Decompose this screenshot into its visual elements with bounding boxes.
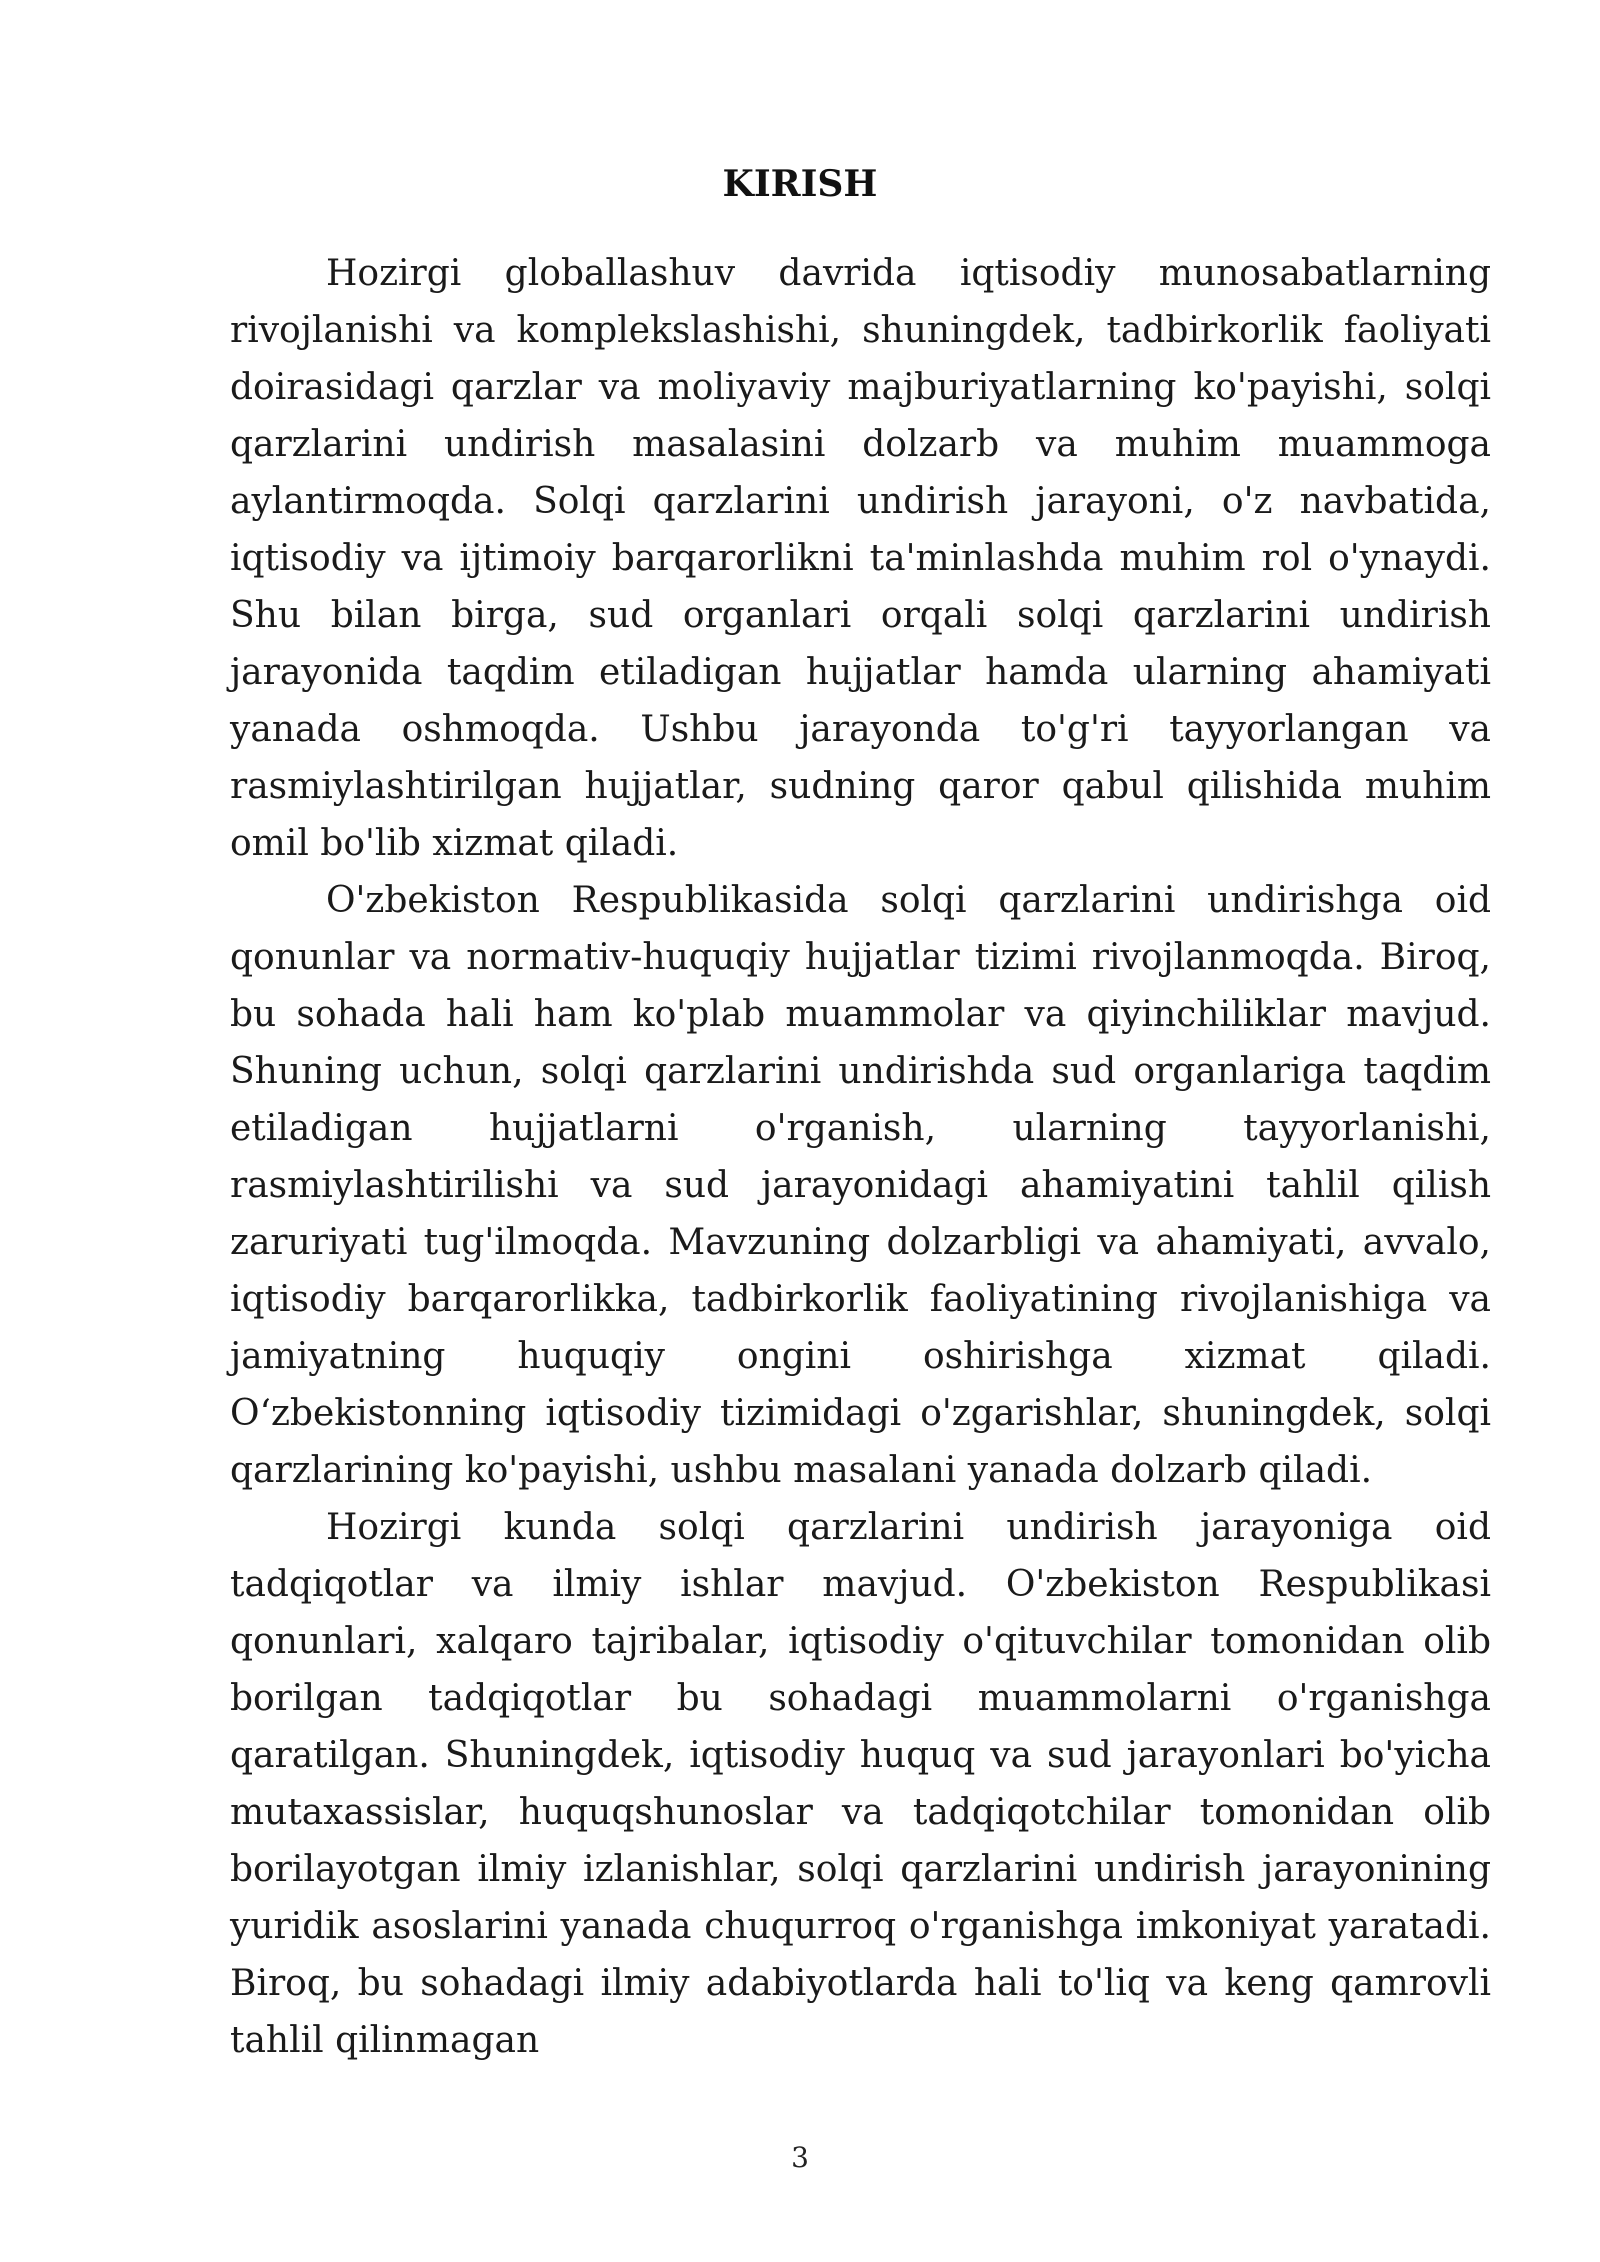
- page-number: 3: [791, 2141, 809, 2174]
- body-text: [230, 245, 1491, 2069]
- paragraph-1: Hozirgi globallashuv davrida iqtisodiy munosabatlarning rivojlanishi va komplekslashishi, shuningdek, tadbirkorlik faoliyati doirasidagi qarzlar va moliyaviy majburiyatlarning ko'payishi, solqi qarzlarini undirish masalasini dolzarb va muhim muammoga aylantirmoqda. Solqi qarzlarini undirish jarayoni, o'z navbatida, iqtisodiy va ijtimoiy barqarorlikni ta'minlashda muhim rol o'ynaydi. Shu bilan birga, sud organlari orqali solqi qarzlarini undirish jarayonida taqdim etiladigan hujjatlar hamda ularning ahamiyati yanada oshmoqda. Ushbu jarayonda to'g'ri tayyorlangan va rasmiylashtirilgan hujjatlar, sudning qaror qabul qilishida muhim omil bo'lib xizmat qiladi.: [230, 253, 1491, 864]
- section-heading: KIRISH: [722, 163, 878, 205]
- paragraph-2: O'zbekiston Respublikasida solqi qarzlarini undirishga oid qonunlar va normativ-huquqiy hujjatlar tizimi rivojlanmoqda. Biroq, bu sohada hali ham ko'plab muammolar va qiyinchiliklar mavjud. Shuning uchun, solqi qarzlarini undirishda sud organlariga taqdim etiladigan hujjatlarni o'rganish, ularning tayyorlanishi, rasmiylashtirilishi va sud jarayonidagi ahamiyatini tahlil qilish zaruriyati tug'ilmoqda. Mavzuning dolzarbligi va ahamiyati, avvalo, iqtisodiy barqarorlikka, tadbirkorlik faoliyatining rivojlanishiga va jamiyatning huquqiy ongini oshirishga xizmat qiladi. O‘zbekistonning iqtisodiy tizimidagi o'zgarishlar, shuningdek, solqi qarzlarining ko'payishi, ushbu masalani yanada dolzarb qiladi.: [230, 880, 1491, 1491]
- paragraph-3: Hozirgi kunda solqi qarzlarini undirish jarayoniga oid tadqiqotlar va ilmiy ishlar mavjud. O'zbekiston Respublikasi qonunlari, xalqaro tajribalar, iqtisodiy o'qituvchilar tomonidan olib borilgan tadqiqotlar bu sohadagi muammolarni o'rganishga qaratilgan. Shuningdek, iqtisodiy huquq va sud jarayonlari bo'yicha mutaxassislar, huquqshunoslar va tadqiqotchilar tomonidan olib borilayotgan ilmiy izlanishlar, solqi qarzlarini undirish jarayonining yuridik asoslarini yanada chuqurroq o'rganishga imkoniyat yaratadi. Biroq, bu sohadagi ilmiy adabiyotlarda hali to'liq va keng qamrovli tahlil qilinmagan: [230, 1507, 1491, 2061]
